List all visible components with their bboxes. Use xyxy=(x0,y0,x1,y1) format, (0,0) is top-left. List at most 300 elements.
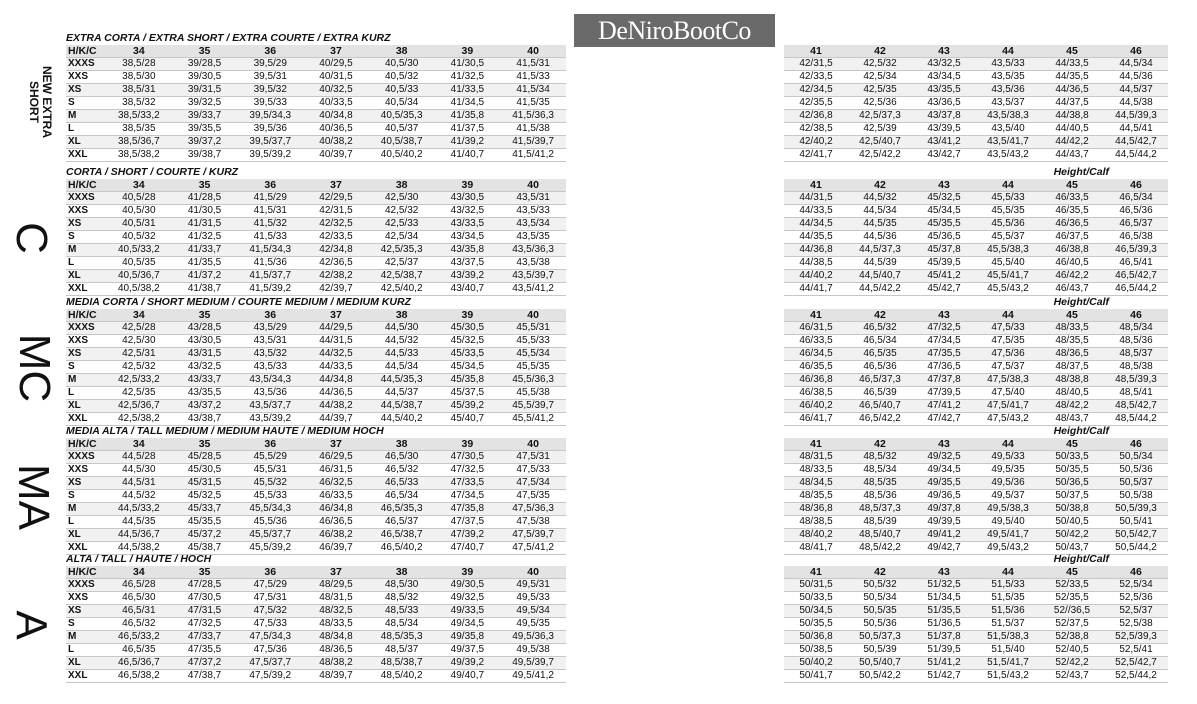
measurement-cell: 44,5/44,2 xyxy=(1104,149,1168,162)
measurement-cell: 45/31,5 xyxy=(172,477,238,490)
size-column-header: 42 xyxy=(848,45,912,58)
measurement-cell: 52,5/38 xyxy=(1104,618,1168,631)
measurement-cell: 40/31,5 xyxy=(303,71,369,84)
measurement-cell: 42,5/42,2 xyxy=(848,149,912,162)
section-code: MC xyxy=(10,333,60,403)
measurement-cell: 44,5/36 xyxy=(848,231,912,244)
measurement-cell: 46,5/34 xyxy=(369,490,435,503)
measurement-cell: 39/37,2 xyxy=(172,136,238,149)
measurement-cell: 47/40,7 xyxy=(435,542,501,555)
measurement-cell: 43/32,5 xyxy=(172,361,238,374)
measurement-cell: 49,5/34 xyxy=(500,605,566,618)
measurement-cell: 44,5/40,2 xyxy=(369,413,435,426)
measurement-cell: 43/36,5 xyxy=(912,97,976,110)
measurement-cell: 46,5/42,7 xyxy=(1104,270,1168,283)
measurement-cell: 41/39,2 xyxy=(435,136,501,149)
table-row xyxy=(784,231,1168,244)
measurement-cell: 46,5/35,3 xyxy=(369,503,435,516)
row-label-header: H/K/C xyxy=(66,309,106,322)
measurement-cell: 45,5/34,3 xyxy=(237,503,303,516)
measurement-cell: 44/36,5 xyxy=(1040,84,1104,97)
row-size-label: L xyxy=(66,516,106,529)
size-column-header: 35 xyxy=(172,309,238,322)
measurement-cell: 48/36,5 xyxy=(1040,348,1104,361)
measurement-cell: 44/43,7 xyxy=(1040,149,1104,162)
measurement-cell: 49,5/35 xyxy=(976,464,1040,477)
measurement-cell: 41,5/31 xyxy=(237,205,303,218)
measurement-cell: 45,5/29 xyxy=(237,451,303,464)
measurement-cell: 44,5/32 xyxy=(106,490,172,503)
size-column-header: 46 xyxy=(1104,566,1168,579)
size-column-header: 35 xyxy=(172,438,238,451)
measurement-cell: 44/35,5 xyxy=(784,231,848,244)
table-row xyxy=(66,205,566,218)
row-size-label: M xyxy=(66,503,106,516)
measurement-cell: 48,5/40,2 xyxy=(369,670,435,683)
measurement-cell: 40,5/34 xyxy=(369,97,435,110)
measurement-cell: 49,5/33 xyxy=(500,592,566,605)
measurement-cell: 41/35,8 xyxy=(435,110,501,123)
table-row xyxy=(784,400,1168,413)
measurement-cell: 49,5/43,2 xyxy=(976,542,1040,555)
measurement-cell: 44,5/36 xyxy=(1104,71,1168,84)
size-column-header: 44 xyxy=(976,179,1040,192)
measurement-cell: 48,5/40,7 xyxy=(848,529,912,542)
section-code: NEW EXTRA SHORT xyxy=(27,66,54,138)
row-size-label: S xyxy=(66,618,106,631)
measurement-cell: 42/33,5 xyxy=(303,231,369,244)
measurement-cell: 48/32,5 xyxy=(303,605,369,618)
measurement-cell: 43,5/31 xyxy=(500,192,566,205)
row-size-label: XXS xyxy=(66,592,106,605)
measurement-cell: 43/35,5 xyxy=(172,387,238,400)
measurement-cell: 40,5/32 xyxy=(106,231,172,244)
row-size-label: M xyxy=(66,631,106,644)
measurement-cell: 51/37,8 xyxy=(912,631,976,644)
measurement-cell: 46,5/32 xyxy=(106,618,172,631)
measurement-cell: 44/33,5 xyxy=(303,361,369,374)
measurement-cell: 48,5/32 xyxy=(369,592,435,605)
measurement-cell: 42/32,5 xyxy=(303,218,369,231)
measurement-cell: 41/28,5 xyxy=(172,192,238,205)
measurement-cell: 40,5/33 xyxy=(369,84,435,97)
table-row xyxy=(66,503,566,516)
size-column-header: 40 xyxy=(500,45,566,58)
row-size-label: S xyxy=(66,490,106,503)
table-row xyxy=(66,149,566,162)
measurement-cell: 40,5/33,2 xyxy=(106,244,172,257)
table-row xyxy=(784,579,1168,592)
table-row xyxy=(66,387,566,400)
measurement-cell: 44,5/35,3 xyxy=(369,374,435,387)
measurement-cell: 44,5/37,3 xyxy=(848,244,912,257)
measurement-cell: 44/41,7 xyxy=(784,283,848,296)
measurement-cell: 51/41,2 xyxy=(912,657,976,670)
table-row xyxy=(66,283,566,296)
row-size-label: XL xyxy=(66,270,106,283)
measurement-cell: 50,5/44,2 xyxy=(1104,542,1168,555)
measurement-cell: 50,5/36 xyxy=(848,618,912,631)
measurement-cell: 49/39,2 xyxy=(435,657,501,670)
measurement-cell: 44,5/32 xyxy=(369,335,435,348)
row-size-label: XS xyxy=(66,84,106,97)
size-column-header: 46 xyxy=(1104,179,1168,192)
measurement-cell: 40/38,2 xyxy=(303,136,369,149)
table-row xyxy=(784,123,1168,136)
measurement-cell: 46/34,5 xyxy=(784,348,848,361)
measurement-cell: 51,5/37 xyxy=(976,618,1040,631)
measurement-cell: 38,5/31 xyxy=(106,84,172,97)
table-row xyxy=(784,618,1168,631)
table-row xyxy=(784,58,1168,71)
measurement-cell: 44,5/35 xyxy=(106,516,172,529)
size-table-left xyxy=(66,45,566,162)
table-row xyxy=(784,218,1168,231)
measurement-cell: 41,5/41,2 xyxy=(500,149,566,162)
measurement-cell: 46,5/28 xyxy=(106,579,172,592)
measurement-cell: 50,5/39 xyxy=(848,644,912,657)
measurement-cell: 44,5/42,2 xyxy=(848,283,912,296)
measurement-cell: 47/41,2 xyxy=(912,400,976,413)
measurement-cell: 48,5/39,3 xyxy=(1104,374,1168,387)
measurement-cell: 46/36,8 xyxy=(784,374,848,387)
measurement-cell: 43,5/40 xyxy=(976,123,1040,136)
measurement-cell: 46,5/38,7 xyxy=(369,529,435,542)
measurement-cell: 39/33,7 xyxy=(172,110,238,123)
measurement-cell: 40/34,8 xyxy=(303,110,369,123)
measurement-cell: 45,5/35 xyxy=(500,361,566,374)
measurement-cell: 51/36,5 xyxy=(912,618,976,631)
measurement-cell: 45,5/41,7 xyxy=(976,270,1040,283)
table-row xyxy=(784,205,1168,218)
size-column-header: 38 xyxy=(369,179,435,192)
measurement-cell: 46/38,8 xyxy=(1040,244,1104,257)
size-column-header: 45 xyxy=(1040,45,1104,58)
size-column-header: 37 xyxy=(303,179,369,192)
row-size-label: M xyxy=(66,374,106,387)
measurement-cell: 44/39,7 xyxy=(303,413,369,426)
measurement-cell: 45,5/31 xyxy=(500,322,566,335)
measurement-cell: 41,5/36,3 xyxy=(500,110,566,123)
measurement-cell: 42,5/40,2 xyxy=(369,283,435,296)
measurement-cell: 45/32,5 xyxy=(172,490,238,503)
row-size-label: L xyxy=(66,644,106,657)
section-code: MA xyxy=(9,464,58,530)
measurement-cell: 49,5/36 xyxy=(976,477,1040,490)
size-section xyxy=(0,31,1197,160)
measurement-cell: 46,5/31 xyxy=(106,605,172,618)
measurement-cell: 51/34,5 xyxy=(912,592,976,605)
measurement-cell: 52,5/42,7 xyxy=(1104,657,1168,670)
measurement-cell: 39/30,5 xyxy=(172,71,238,84)
size-column-header: 36 xyxy=(237,309,303,322)
measurement-cell: 44,5/37 xyxy=(369,387,435,400)
measurement-cell: 43/34,5 xyxy=(435,231,501,244)
measurement-cell: 47/37,8 xyxy=(912,374,976,387)
measurement-cell: 43/42,7 xyxy=(912,149,976,162)
table-row xyxy=(66,579,566,592)
measurement-cell: 42,5/39 xyxy=(848,123,912,136)
table-row xyxy=(66,631,566,644)
measurement-cell: 44,5/39 xyxy=(848,257,912,270)
measurement-cell: 43,5/36 xyxy=(237,387,303,400)
row-label-header: H/K/C xyxy=(66,179,106,192)
measurement-cell: 45/37,2 xyxy=(172,529,238,542)
measurement-cell: 44/33,5 xyxy=(1040,58,1104,71)
size-column-header: 41 xyxy=(784,566,848,579)
table-row xyxy=(784,516,1168,529)
measurement-cell: 43/35,5 xyxy=(912,84,976,97)
measurement-cell: 50/42,2 xyxy=(1040,529,1104,542)
measurement-cell: 50/43,7 xyxy=(1040,542,1104,555)
table-row xyxy=(66,361,566,374)
measurement-cell: 47,5/34 xyxy=(500,477,566,490)
measurement-cell: 47,5/29 xyxy=(237,579,303,592)
row-size-label: M xyxy=(66,244,106,257)
measurement-cell: 40,5/32 xyxy=(369,71,435,84)
measurement-cell: 41/35,5 xyxy=(172,257,238,270)
measurement-cell: 43,5/36,3 xyxy=(500,244,566,257)
measurement-cell: 48/35,5 xyxy=(1040,335,1104,348)
measurement-cell: 49,5/41,7 xyxy=(976,529,1040,542)
size-column-header: 37 xyxy=(303,438,369,451)
size-column-header: 41 xyxy=(784,45,848,58)
measurement-cell: 50,5/36 xyxy=(1104,464,1168,477)
measurement-cell: 46/36,5 xyxy=(303,516,369,529)
table-row xyxy=(784,529,1168,542)
size-column-header: 35 xyxy=(172,566,238,579)
measurement-cell: 44,5/30 xyxy=(369,322,435,335)
measurement-cell: 46,5/36 xyxy=(848,361,912,374)
measurement-cell: 46,5/37 xyxy=(369,516,435,529)
measurement-cell: 44,5/38 xyxy=(1104,97,1168,110)
measurement-cell: 45,5/32 xyxy=(237,477,303,490)
measurement-cell: 44/36,5 xyxy=(303,387,369,400)
measurement-cell: 48/31,5 xyxy=(303,592,369,605)
measurement-cell: 39,5/39,2 xyxy=(237,149,303,162)
measurement-cell: 52,5/34 xyxy=(1104,579,1168,592)
size-column-header: 35 xyxy=(172,179,238,192)
measurement-cell: 50/36,8 xyxy=(784,631,848,644)
measurement-cell: 45/32,5 xyxy=(912,192,976,205)
size-section xyxy=(0,424,1197,553)
measurement-cell: 44/38,2 xyxy=(303,400,369,413)
size-column-header: 34 xyxy=(106,438,172,451)
measurement-cell: 48,5/34 xyxy=(1104,322,1168,335)
measurement-cell: 43,5/36 xyxy=(976,84,1040,97)
section-title: ALTA / TALL / HAUTE / HOCH xyxy=(66,553,212,565)
measurement-cell: 45,5/36 xyxy=(237,516,303,529)
measurement-cell: 45/39,2 xyxy=(435,400,501,413)
measurement-cell: 48,5/30 xyxy=(369,579,435,592)
size-column-header: 41 xyxy=(784,179,848,192)
measurement-cell: 46/34,8 xyxy=(303,503,369,516)
table-row xyxy=(784,110,1168,123)
measurement-cell: 42/31,5 xyxy=(784,58,848,71)
measurement-cell: 45/32,5 xyxy=(435,335,501,348)
measurement-cell: 43/33,7 xyxy=(172,374,238,387)
measurement-cell: 50,5/35 xyxy=(848,605,912,618)
measurement-cell: 39,5/32 xyxy=(237,84,303,97)
section-title: MEDIA CORTA / SHORT MEDIUM / COURTE MEDIUM / MEDIUM KURZ xyxy=(66,296,411,308)
measurement-cell: 43/33,5 xyxy=(435,218,501,231)
measurement-cell: 47/33,5 xyxy=(435,477,501,490)
measurement-cell: 41,5/33 xyxy=(500,71,566,84)
measurement-cell: 49/30,5 xyxy=(435,579,501,592)
measurement-cell: 41/30,5 xyxy=(435,58,501,71)
section-title: MEDIA ALTA / TALL MEDIUM / MEDIUM HAUTE / MEDIUM HOCH xyxy=(66,425,384,437)
measurement-cell: 52/37,5 xyxy=(1040,618,1104,631)
size-column-header: 37 xyxy=(303,566,369,579)
measurement-cell: 44,5/34 xyxy=(848,205,912,218)
table-row xyxy=(66,335,566,348)
row-size-label: M xyxy=(66,110,106,123)
measurement-cell: 41/33,7 xyxy=(172,244,238,257)
row-size-label: XXXS xyxy=(66,58,106,71)
measurement-cell: 43/31,5 xyxy=(172,348,238,361)
measurement-cell: 50,5/34 xyxy=(1104,451,1168,464)
row-size-label: L xyxy=(66,387,106,400)
measurement-cell: 43/37,5 xyxy=(435,257,501,270)
measurement-cell: 44,5/38,2 xyxy=(106,542,172,555)
table-row xyxy=(784,244,1168,257)
section-title: CORTA / SHORT / COURTE / KURZ xyxy=(66,166,239,178)
measurement-cell: 46,5/38 xyxy=(1104,231,1168,244)
measurement-cell: 48/40,5 xyxy=(1040,387,1104,400)
table-row xyxy=(66,270,566,283)
measurement-cell: 46/37,5 xyxy=(1040,231,1104,244)
table-row xyxy=(784,283,1168,296)
measurement-cell: 45/37,5 xyxy=(435,387,501,400)
measurement-cell: 49/35,5 xyxy=(912,477,976,490)
measurement-cell: 50,5/39,3 xyxy=(1104,503,1168,516)
measurement-cell: 49,5/35 xyxy=(500,618,566,631)
measurement-cell: 47/37,5 xyxy=(435,516,501,529)
measurement-cell: 49/34,5 xyxy=(912,464,976,477)
measurement-cell: 41,5/34 xyxy=(500,84,566,97)
measurement-cell: 48/34,8 xyxy=(303,631,369,644)
measurement-cell: 42,5/30 xyxy=(369,192,435,205)
measurement-cell: 46/29,5 xyxy=(303,451,369,464)
table-row xyxy=(784,97,1168,110)
measurement-cell: 49/33,5 xyxy=(435,605,501,618)
measurement-cell: 45,5/36 xyxy=(976,218,1040,231)
table-row xyxy=(66,244,566,257)
measurement-cell: 43,5/43,2 xyxy=(976,149,1040,162)
measurement-cell: 44,5/37 xyxy=(1104,84,1168,97)
row-size-label: XS xyxy=(66,218,106,231)
size-column-header: 43 xyxy=(912,45,976,58)
measurement-cell: 38,5/33,2 xyxy=(106,110,172,123)
section-code: C xyxy=(7,222,56,254)
table-row xyxy=(66,657,566,670)
size-column-header: 40 xyxy=(500,438,566,451)
size-column-header: 44 xyxy=(976,566,1040,579)
measurement-cell: 49,5/39,7 xyxy=(500,657,566,670)
measurement-cell: 42/34,5 xyxy=(784,84,848,97)
measurement-cell: 41/38,7 xyxy=(172,283,238,296)
measurement-cell: 50,5/42,7 xyxy=(1104,529,1168,542)
table-row xyxy=(66,110,566,123)
measurement-cell: 42,5/37,3 xyxy=(848,110,912,123)
table-row xyxy=(784,644,1168,657)
size-column-header: 35 xyxy=(172,45,238,58)
measurement-cell: 47,5/36 xyxy=(237,644,303,657)
row-size-label: XXXS xyxy=(66,192,106,205)
measurement-cell: 41,5/36 xyxy=(237,257,303,270)
measurement-cell: 39,5/31 xyxy=(237,71,303,84)
measurement-cell: 46/42,2 xyxy=(1040,270,1104,283)
table-row xyxy=(784,477,1168,490)
measurement-cell: 48/43,7 xyxy=(1040,413,1104,426)
size-section xyxy=(0,295,1197,424)
measurement-cell: 48,5/38 xyxy=(1104,361,1168,374)
measurement-cell: 52/43,7 xyxy=(1040,670,1104,683)
measurement-cell: 39/28,5 xyxy=(172,58,238,71)
section-title: EXTRA CORTA / EXTRA SHORT / EXTRA COURTE / EXTRA KURZ xyxy=(66,32,391,44)
size-column-header: 38 xyxy=(369,309,435,322)
row-size-label: S xyxy=(66,361,106,374)
measurement-cell: 45,5/33 xyxy=(237,490,303,503)
measurement-cell: 44,5/35 xyxy=(848,218,912,231)
measurement-cell: 46,5/30 xyxy=(106,592,172,605)
measurement-cell: 40,5/40,2 xyxy=(369,149,435,162)
measurement-cell: 50,5/42,2 xyxy=(848,670,912,683)
row-size-label: XS xyxy=(66,348,106,361)
measurement-cell: 43,5/35 xyxy=(976,71,1040,84)
measurement-cell: 39/32,5 xyxy=(172,97,238,110)
table-row xyxy=(66,231,566,244)
measurement-cell: 43,5/39,7 xyxy=(500,270,566,283)
measurement-cell: 44,5/42,7 xyxy=(1104,136,1168,149)
measurement-cell: 39/31,5 xyxy=(172,84,238,97)
measurement-cell: 46/33,5 xyxy=(1040,192,1104,205)
measurement-cell: 47/35,5 xyxy=(172,644,238,657)
measurement-cell: 45,5/39,2 xyxy=(237,542,303,555)
measurement-cell: 43,5/33 xyxy=(500,205,566,218)
size-column-header: 39 xyxy=(435,566,501,579)
measurement-cell: 41,5/33 xyxy=(237,231,303,244)
table-row xyxy=(66,670,566,683)
size-column-header: 43 xyxy=(912,438,976,451)
measurement-cell: 47,5/37,7 xyxy=(237,657,303,670)
measurement-cell: 47/42,7 xyxy=(912,413,976,426)
table-row xyxy=(784,270,1168,283)
measurement-cell: 48/38,8 xyxy=(1040,374,1104,387)
measurement-cell: 40,5/31 xyxy=(106,218,172,231)
measurement-cell: 52,5/41 xyxy=(1104,644,1168,657)
measurement-cell: 39,5/29 xyxy=(237,58,303,71)
measurement-cell: 46,5/35 xyxy=(848,348,912,361)
measurement-cell: 52,5/39,3 xyxy=(1104,631,1168,644)
measurement-cell: 43/35,8 xyxy=(435,244,501,257)
row-size-label: XXL xyxy=(66,542,106,555)
measurement-cell: 49,5/38 xyxy=(500,644,566,657)
measurement-cell: 45/30,5 xyxy=(435,322,501,335)
height-calf-label: Height/Calf xyxy=(1053,553,1109,565)
measurement-cell: 50/40,5 xyxy=(1040,516,1104,529)
measurement-cell: 47,5/36,3 xyxy=(500,503,566,516)
measurement-cell: 45/33,7 xyxy=(172,503,238,516)
measurement-cell: 48,5/44,2 xyxy=(1104,413,1168,426)
table-row xyxy=(784,605,1168,618)
size-column-header: 34 xyxy=(106,309,172,322)
row-size-label: S xyxy=(66,231,106,244)
measurement-cell: 45,5/35 xyxy=(976,205,1040,218)
measurement-cell: 50,5/34 xyxy=(848,592,912,605)
table-row xyxy=(66,136,566,149)
measurement-cell: 47,5/31 xyxy=(237,592,303,605)
